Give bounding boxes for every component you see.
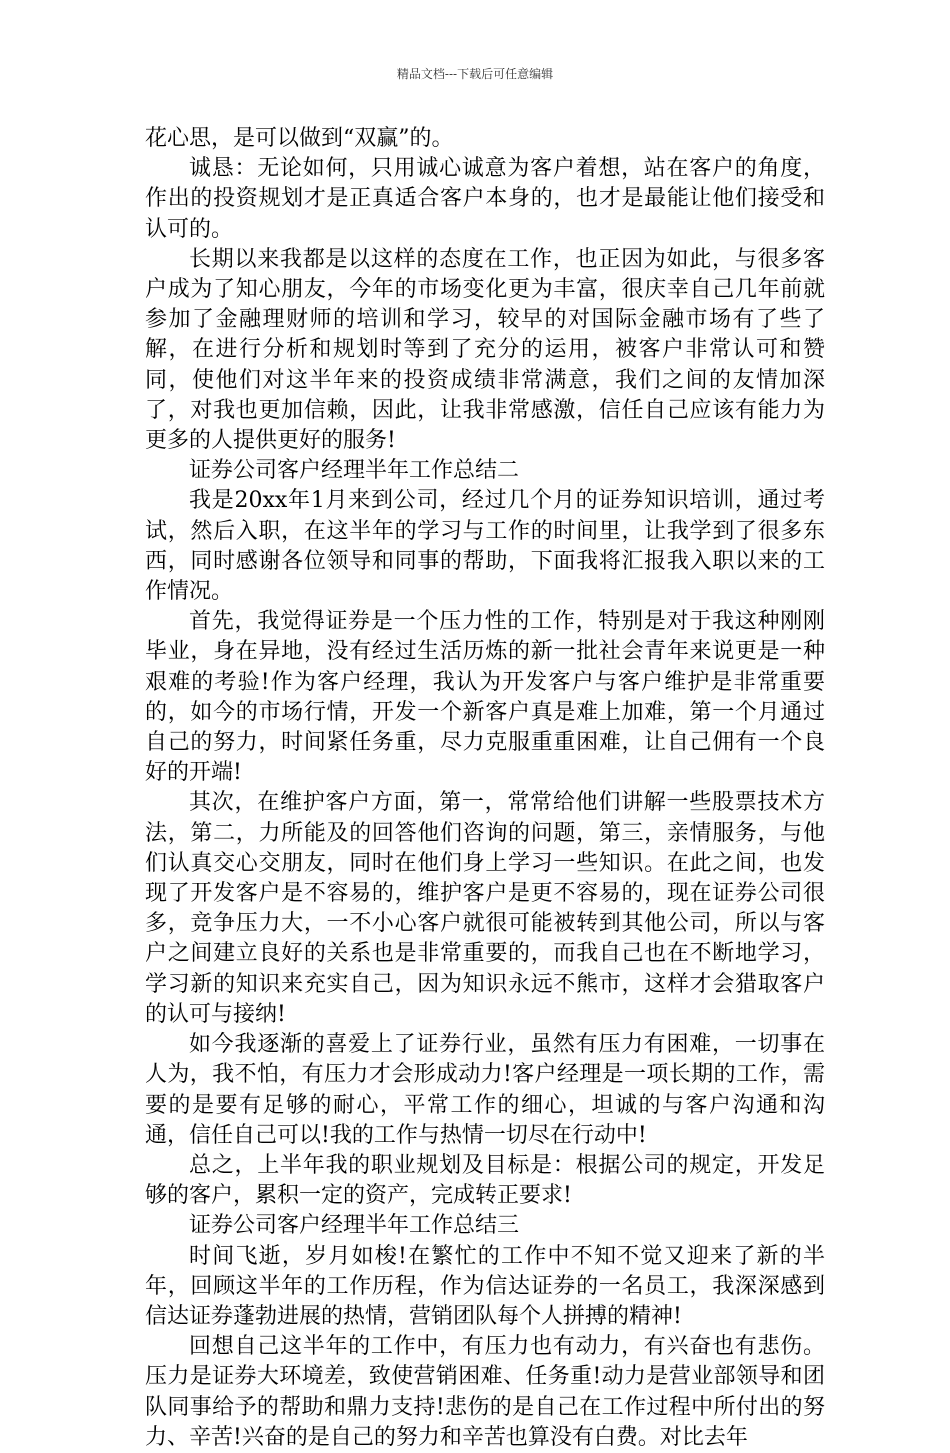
paragraph: 花心思，是可以做到“双赢”的。 [145, 126, 454, 151]
paragraph: 时间飞逝，岁月如梭!在繁忙的工作中不知不觉又迎来了新的半年，回顾这半年的工作历程，作为信达证券的一名员工，我深深感到信达证券蓬勃进展的热情，营销团队每个人拼搏的精神! [145, 1243, 825, 1329]
paragraph: 诚恳：无论如何，只用诚心诚意为客户着想，站在客户的角度，作出的投资规划才是正真适合客户本身的，也才是最能让他们接受和认可的。 [145, 156, 825, 242]
section-heading: 证券公司客户经理半年工作总结三 [189, 1213, 520, 1239]
paragraph: 我是20xx年1月来到公司，经过几个月的证券知识培训，通过考试，然后入职，在这半年的学习与工作的时间里，让我学到了很多东西，同时感谢各位领导和同事的帮助，下面我将汇报我入职以来的工作情况。 [145, 488, 825, 605]
document-body [145, 124, 825, 1453]
paragraph: 回想自己这半年的工作中，有压力也有动力，有兴奋也有悲伤。压力是证券大环境差，致使营销困难、任务重!动力是营业部领导和团队同事给予的帮助和鼎力支持!悲伤的是自己在工作过程中所付出的努力、辛苦!兴奋的是自己的努力和辛苦也算没有白费。对比去年 [145, 1334, 825, 1450]
paragraph: 总之，上半年我的职业规划及目标是：根据公司的规定，开发足够的客户，累积一定的资产，完成转正要求! [145, 1152, 825, 1209]
paragraph: 如今我逐渐的喜爱上了证券行业，虽然有压力有困难，一切事在人为，我不怕，有压力才会形成动力!客户经理是一项长期的工作，需要的是要有足够的耐心，平常工作的细心，坦诚的与客户沟通和沟通，信任自己可以!我的工作与热情一切尽在行动中! [145, 1032, 825, 1148]
paragraph: 首先，我觉得证券是一个压力性的工作，特别是对于我这种刚刚毕业，身在异地，没有经过生活历炼的新一批社会青年来说更是一种艰难的考验!作为客户经理，我认为开发客户与客户维护是非常重要的，如今的市场行情，开发一个新客户真是难上加难，第一个月通过自己的努力，时间紧任务重，尽力克服重重困难，让自己佣有一个良好的开端! [145, 609, 825, 786]
paragraph: 长期以来我都是以这样的态度在工作，也正因为如此，与很多客户成为了知心朋友，今年的市场变化更为丰富，很庆幸自己几年前就参加了金融理财师的培训和学习，较早的对国际金融市场有了些了解，在进行分析和规划时等到了充分的运用，被客户非常认可和赞同，使他们对这半年来的投资成绩非常满意，我们之间的友情加深了，对我也更加信赖，因此，让我非常感激，信任自己应该有能力为更多的人提供更好的服务! [145, 246, 825, 454]
section-heading: 证券公司客户经理半年工作总结二 [189, 458, 520, 484]
paragraph: 其次，在维护客户方面，第一，常常给他们讲解一些股票技术方法，第二，力所能及的回答他们咨询的问题，第三，亲情服务，与他们认真交心交朋友，同时在他们身上学习一些知识。在此之间，也发现了开发客户是不容易的，维护客户是更不容易的，现在证券公司很多，竞争压力大，一不小心客户就很可能被转到其他公司，所以与客户之间建立良好的关系也是非常重要的，而我自己也在不断地学习，学习新的知识来充实自己，因为知识永远不熊市，这样才会猎取客户的认可与接纳! [145, 790, 825, 1027]
page-header: 精品文档---下载后可任意编辑 [396, 67, 554, 81]
